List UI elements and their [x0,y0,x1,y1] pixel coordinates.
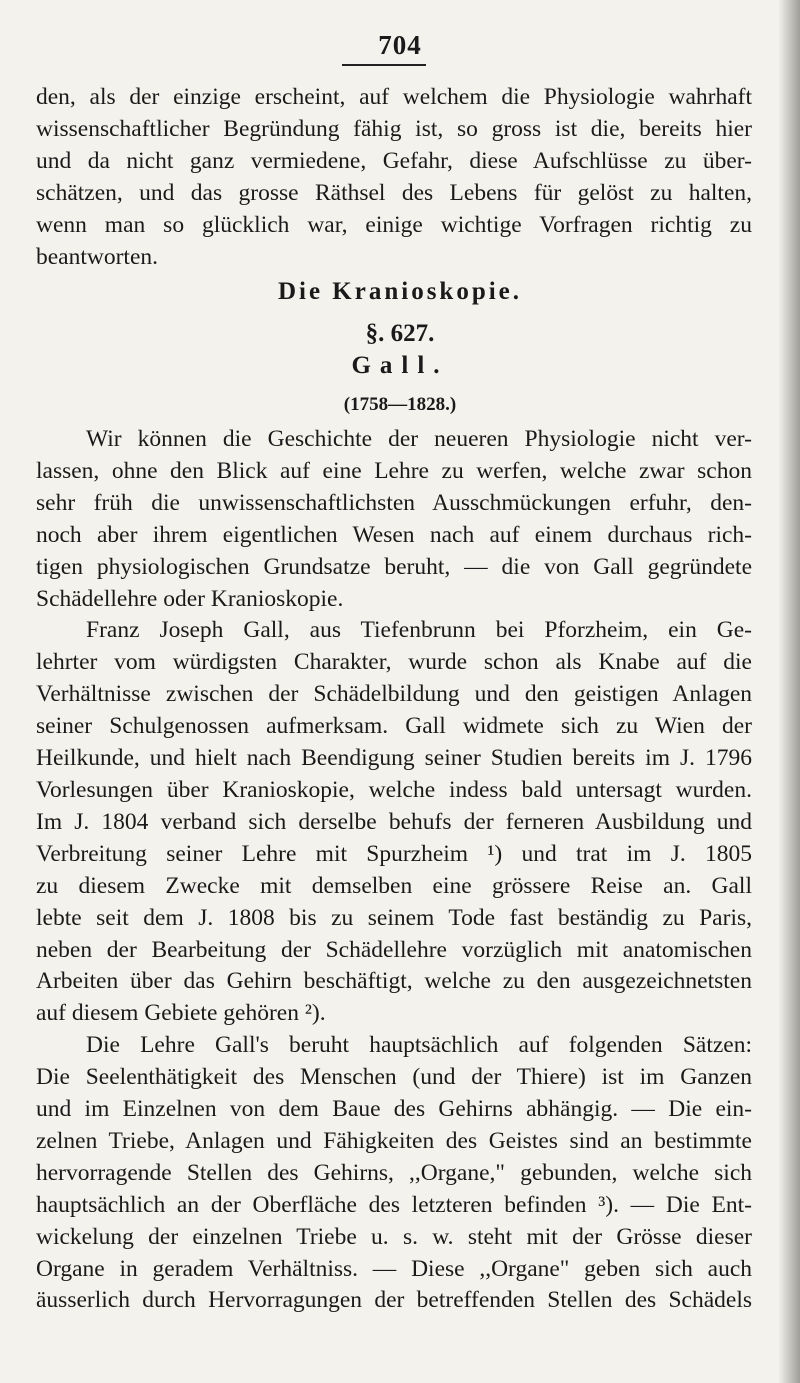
subject-years [0,394,800,416]
text-line: Heilkunde, und hielt nach Beendigung seiner Studien bereits im J. 1796 [36,745,752,772]
text-line: lehrter vom würdigsten Charakter, wurde schon als Knabe auf die [36,649,752,676]
section-title: Die Kranioskopie. [277,278,523,305]
text-line: Die Seelenthätigkeit des Menschen (und der Thiere) ist im Ganzen [36,1064,752,1091]
paragraph-number [0,320,800,348]
text-line: äusserlich durch Hervorragungen der betreffenden Stellen des Schädels [36,1287,752,1314]
text-line: Verhältnisse zwischen der Schädelbildung und den geistigen Anlagen [36,681,752,708]
text-line: Die Lehre Gall's beruht hauptsächlich auf folgenden Sätzen: [86,1032,752,1059]
text-line: Wir können die Geschichte der neueren Physiologie nicht ver- [86,426,752,452]
text-line: den, als der einzige erscheint, auf welchem die Physiologie wahrhaft [36,84,752,110]
text-line: noch aber ihrem eigentlichen Wesen nach auf einem durchaus rich- [36,521,752,548]
text-line: Franz Joseph Gall, aus Tiefenbrunn bei Pforzheim, ein Ge- [86,617,752,644]
text-line: zu diesem Zwecke mit demselben eine grössere Reise an. Gall [36,872,752,899]
header-rule [342,64,426,66]
page-number: 704 [378,30,422,60]
text-line: und im Einzelnen von dem Baue des Gehirns abhängig. — Die ein- [36,1096,752,1123]
text-line: zelnen Triebe, Anlagen und Fähigkeiten des Geistes sind an bestimmte [36,1127,752,1154]
text-line: wenn man so glücklich war, einige wichtige Vorfragen richtig zu [36,211,752,238]
text-line: wissenschaftlicher Begründung fähig ist, so gross ist die, bereits hier [36,115,752,142]
text-line: Organe in geradem Verhältniss. — Diese ,,Organe" geben sich auch [36,1255,752,1282]
text-line: Vorlesungen über Kranioskopie, welche indess bald untersagt wurden. [36,776,752,803]
intro-paragraph [36,82,752,273]
text-line: Schädellehre oder Kranioskopie. [36,585,344,612]
subject-name [0,352,800,380]
subject-name-label: Gall. [351,352,449,379]
text-line: lassen, ohne den Blick auf eine Lehre zu werfen, welche zwar schon [36,457,752,484]
subject-years-label: (1758—1828.) [343,394,457,415]
text-line: wickelung der einzelnen Triebe u. s. w. steht mit der Grösse dieser [36,1223,752,1250]
page-edge-shadow [778,0,800,1383]
text-line: seiner Schulgenossen aufmerksam. Gall widmete sich zu Wien der [36,713,752,740]
body-text [36,424,752,1317]
text-line: auf diesem Gebiete gehören ²). [36,1000,326,1027]
text-line: hervorragende Stellen des Gehirns, ,,Organe," gebunden, welche sich [36,1159,752,1186]
text-line: Verbreitung seiner Lehre mit Spurzheim ¹) und trat im J. 1805 [36,840,752,867]
text-line: lebte seit dem J. 1808 bis zu seinem Tode fast beständig zu Paris, [36,904,752,931]
text-line: schätzen, und das grosse Räthsel des Lebens für gelöst zu halten, [36,179,752,206]
paragraph-number-label: §. 627. [365,320,435,347]
text-line: und da nicht ganz vermiedene, Gefahr, diese Aufschlüsse zu über- [36,147,752,174]
text-line: beantworten. [36,243,159,270]
text-line: hauptsächlich an der Oberfläche des letzteren befinden ³). — Die Ent- [36,1191,752,1218]
text-line: sehr früh die unwissenschaftlichsten Ausschmückungen erfuhr, den- [36,489,752,516]
section-heading [0,278,800,306]
text-line: Arbeiten über das Gehirn beschäftigt, welche zu den ausgezeichnetsten [36,968,752,995]
text-line: Im J. 1804 verband sich derselbe behufs der ferneren Ausbildung und [36,808,752,835]
text-line: neben der Bearbeitung der Schädellehre vorzüglich mit anatomischen [36,936,752,963]
text-line: tigen physiologischen Grundsatze beruht, — die von Gall gegründete [36,553,752,580]
page-header [0,30,800,61]
